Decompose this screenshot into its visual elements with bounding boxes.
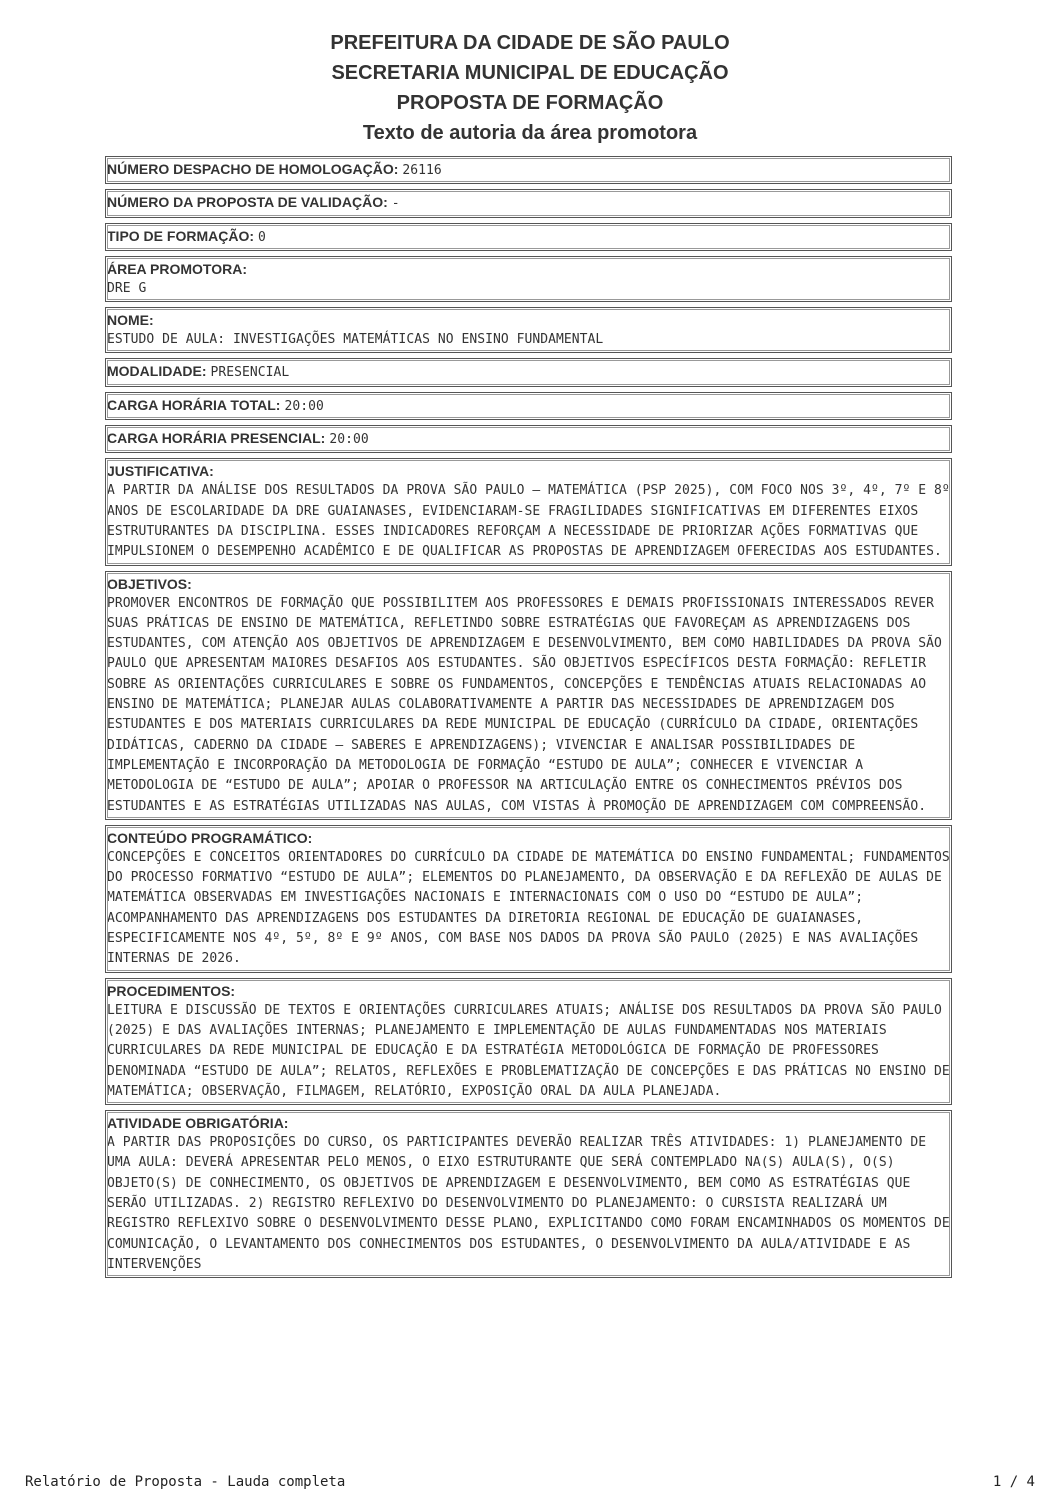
document-header	[0, 28, 1060, 148]
field-label: NOME:	[107, 312, 154, 329]
field-value: PRESENCIAL	[210, 365, 290, 381]
field-value: 20:00	[329, 432, 369, 448]
field-label: ATIVIDADE OBRIGATÓRIA:	[107, 1115, 289, 1132]
field-label: NÚMERO DESPACHO DE HOMOLOGAÇÃO:	[107, 161, 399, 177]
field-value: DRE G	[107, 280, 147, 296]
field-nome	[105, 307, 952, 353]
field-label: NÚMERO DA PROPOSTA DE VALIDAÇÃO:	[107, 194, 388, 211]
field-carga-presencial	[105, 425, 952, 453]
field-proposta-validacao	[105, 189, 952, 217]
field-area-promotora	[105, 256, 952, 302]
field-atividade-obrigatoria	[105, 1110, 952, 1278]
field-label: CARGA HORÁRIA PRESENCIAL:	[107, 430, 326, 447]
field-label: OBJETIVOS:	[107, 575, 192, 592]
field-label: JUSTIFICATIVA:	[107, 463, 214, 480]
field-label: CARGA HORÁRIA TOTAL:	[107, 396, 281, 413]
field-despacho	[105, 156, 952, 184]
field-procedimentos	[105, 978, 952, 1105]
header-secretaria: SECRETARIA MUNICIPAL DE EDUCAÇÃO	[331, 62, 729, 84]
field-value: A PARTIR DAS PROPOSIÇÕES DO CURSO, OS PARTICIPANTES DEVERÃO REALIZAR TRÊS ATIVIDADES: 1) PLANEJAMENTO DE UMA AULA: DEVERÁ APRESENTAR PELO MENOS, O EIXO ESTRUTURANTE QUE SERÁ CONTEMPLADO NA(S) AULA(S), O(S) OBJETO(S) DE CONHECIMENTO, OS OBJETIVOS DE APRENDIZAGEM E DESENVOLVIMENTO, BEM COMO AS ESTRATÉGIAS QUE SERÃO UTILIZADAS. 2) REGISTRO REFLEXIVO DO DESENVOLVIMENTO DO PLANEJAMENTO: O CURSISTA REALIZARÁ UM REGISTRO REFLEXIVO SOBRE O DESENVOLVIMENTO DESSE PLANO, EXPLICITANDO COMO FORAM ENCAMINHADOS OS MOMENTOS DE COMUNICAÇÃO, O LEVANTAMENTO DOS CONHECIMENTOS DOS ESTUDANTES, O DESENVOLVIMENTO DA AULA/ATIVIDADE E AS INTERVENÇÕES	[107, 1135, 950, 1272]
field-label: PROCEDIMENTOS:	[107, 982, 236, 999]
field-value: PROMOVER ENCONTROS DE FORMAÇÃO QUE POSSIBILITEM AOS PROFESSORES E DEMAIS PROFISSIONAIS INTERESSADOS REVER SUAS PRÁTICAS DE ENSINO DE MATEMÁTICA, REFLETINDO SOBRE ESTRATÉGIAS QUE FAVOREÇAM AS APRENDIZAGENS DOS ESTUDANTES, COM ATENÇÃO AOS OBJETIVOS DE APRENDIZAGEM E DESENVOLVIMENTO, BEM COMO HABILIDADES DA PROVA SÃO PAULO QUE APRESENTAM MAIORES DESAFIOS AOS ESTUDANTES. SÃO OBJETIVOS ESPECÍFICOS DESTA FORMAÇÃO: REFLETIR SOBRE AS ORIENTAÇÕES CURRICULARES E SOBRE OS FUNDAMENTOS, CONCEPÇÕES E TENDÊNCIAS ATUAIS RELACIONADAS AO ENSINO DE MATEMÁTICA; PLANEJAR AULAS COLABORATIVAMENTE A PARTIR DAS NECESSIDADES DE APRENDIZAGEM DOS ESTUDANTES E DOS MATERIAIS CURRICULARES DA REDE MUNICIPAL DE EDUCAÇÃO (CURRÍCULO DA CIDADE, ORIENTAÇÕES DIDÁTICAS, CADERNO DA CIDADE – SABERES E APRENDIZAGENS); VIVENCIAR E ANALISAR POSSIBILIDADES DE IMPLEMENTAÇÃO E INCORPORAÇÃO DA METODOLOGIA DE FORMAÇÃO “ESTUDO DE AULA”; CONHECER E VIVENCIAR A METODOLOGIA DE “ESTUDO DE AULA”; APOIAR O PROFESSOR NA ARTICULAÇÃO ENTRE OS CONHECIMENTOS PRÉVIOS DOS ESTUDANTES E AS ESTRATÉGIAS UTILIZADAS NAS AULAS, COM VISTAS À PROMOÇÃO DE APRENDIZAGEM COM COMPREENSÃO.	[107, 595, 942, 814]
field-value: 26116	[402, 163, 442, 178]
footer-report-title: Relatório de Proposta - Lauda completa	[25, 1474, 346, 1490]
field-modalidade	[105, 358, 952, 386]
field-label: TIPO DE FORMAÇÃO:	[107, 227, 254, 244]
field-value: A PARTIR DA ANÁLISE DOS RESULTADOS DA PROVA SÃO PAULO – MATEMÁTICA (PSP 2025), COM FOCO NOS 3º, 4º, 7º E 8º ANOS DE ESCOLARIDADE DA DRE GUAIANASES, EVIDENCIARAM-SE FRAGILIDADES SIGNIFICATIVAS EM DIFERENTES EIXOS ESTRUTURANTES DA DISCIPLINA. ESSES INDICADORES REFORÇAM A NECESSIDADE DE PRIORIZAR AÇÕES FORMATIVAS QUE IMPULSIONEM O DESEMPENHO ACADÊMICO E DE QUALIFICAR AS PROPOSTAS DE APRENDIZAGEM OFERECIDAS AOS ESTUDANTES.	[107, 483, 950, 560]
field-value: 20:00	[284, 398, 324, 414]
field-value: LEITURA E DISCUSSÃO DE TEXTOS E ORIENTAÇÕES CURRICULARES ATUAIS; ANÁLISE DOS RESULTADOS DA PROVA SÃO PAULO (2025) E DAS AVALIAÇÕES INTERNAS; PLANEJAMENTO E IMPLEMENTAÇÃO DE AULAS FUNDAMENTADAS NOS MATERIAIS CURRICULARES DA REDE MUNICIPAL DE EDUCAÇÃO E DA ESTRATÉGIA METODOLÓGICA DE FORMAÇÃO DE PROFESSORES DENOMINADA “ESTUDO DE AULA”; RELATOS, REFLEXÕES E PROBLEMATIZAÇÃO DE CONCEPÇÕES E DAS PRÁTICAS NO ENSINO DE MATEMÁTICA; OBSERVAÇÃO, FILMAGEM, RELATÓRIO, EXPOSIÇÃO ORAL DA AULA PLANEJADA.	[107, 1002, 950, 1099]
field-carga-total	[105, 392, 952, 420]
field-value: CONCEPÇÕES E CONCEITOS ORIENTADORES DO CURRÍCULO DA CIDADE DE MATEMÁTICA DO ENSINO FUNDAMENTAL; FUNDAMENTOS DO PROCESSO FORMATIVO “ESTUDO DE AULA”; ELEMENTOS DO PLANEJAMENTO, DA OBSERVAÇÃO E DA REFLEXÃO DE AULAS DE MATEMÁTICA OBSERVADAS EM INVESTIGAÇÕES NACIONAIS E INTERNACIONAIS COM O USO DO “ESTUDO DE AULA”; ACOMPANHAMENTO DAS APRENDIZAGENS DOS ESTUDANTES DA DIRETORIA REGIONAL DE EDUCAÇÃO DE GUAIANASES, ESPECIFICAMENTE NOS 4º, 5º, 8º E 9º ANOS, COM BASE NOS DADOS DA PROVA SÃO PAULO (2025) E NAS AVALIAÇÕES INTERNAS DE 2026.	[107, 849, 950, 967]
field-label: MODALIDADE:	[107, 363, 207, 380]
field-label: CONTEÚDO PROGRAMÁTICO:	[107, 829, 313, 846]
header-prefeitura: PREFEITURA DA CIDADE DE SÃO PAULO	[330, 32, 730, 54]
field-value: 0	[258, 229, 266, 245]
field-value: ESTUDO DE AULA: INVESTIGAÇÕES MATEMÁTICAS NO ENSINO FUNDAMENTAL	[107, 332, 604, 348]
fields-table	[105, 156, 952, 1283]
field-conteudo-programatico	[105, 825, 952, 973]
header-proposta: PROPOSTA DE FORMAÇÃO	[396, 92, 664, 114]
field-justificativa	[105, 458, 952, 565]
field-tipo-formacao	[105, 223, 952, 251]
field-objetivos	[105, 571, 952, 820]
page-number: 1 / 4	[992, 1474, 1035, 1490]
field-value: -	[391, 196, 400, 212]
header-autoria: Texto de autoria da área promotora	[362, 122, 698, 144]
field-label: ÁREA PROMOTORA:	[107, 260, 247, 277]
